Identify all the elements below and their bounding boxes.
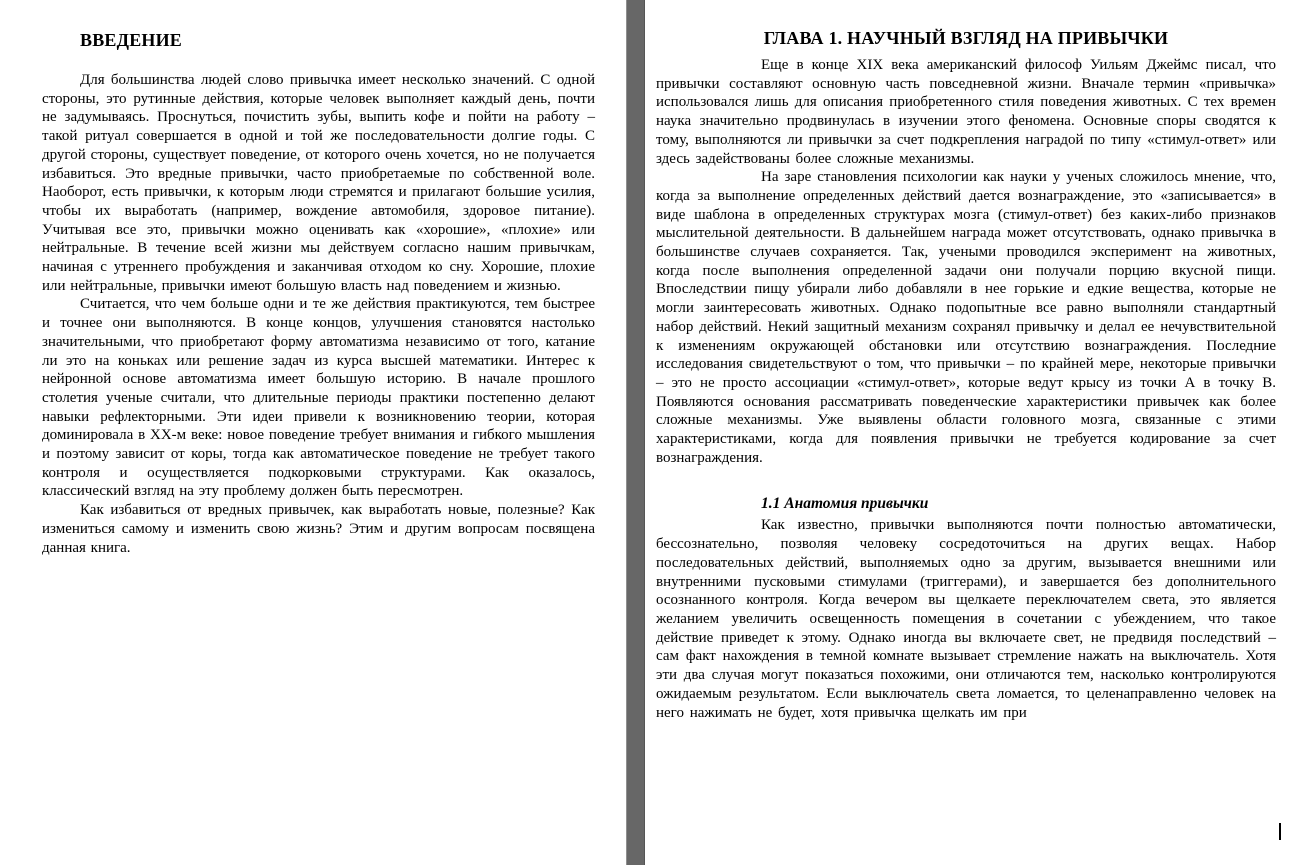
right-paragraph-2: На заре становления психологии как науки у ученых сложилось мнение, что, когда за выполнение определенных действий дается вознаграждение, это «записывается» в виде шаблона в определенных структурах мозга (стимул-ответ) без каких-либо признаков мыслительной деятельности. В дальнейшем награда может отсутствовать, однако привычка в большинстве случаев сохраняется. Так, учеными проводился эксперимент на животных, когда после выполнения определенной задачи они получали порцию вкусной пищи. Впоследствии пищу убирали либо добавляли в нее горькие и едкие вещества, которые не могли заинтересовать животных. Однако подопытные все равно выполняли стандартный набор действий. Некий защитный механизм сохранял привычку и делал ее нечувствительной к изменениям окружающей обстановки или отсутствию вознаграждения. Последние исследования свидетельствуют о том, что привычки – по крайней мере, некоторые привычки – это не просто ассоциации «стимул-ответ», которые ведут крысу из точки А в точку В. Появляются основания рассматривать поведенческие характеристики привычек как более сложные механизмы. Уже выявлены области головного мозга, связанные с этими характеристиками, когда для появления привычки не требуется кодирование за счет вознаграждения.: [656, 169, 1276, 466]
page-divider: [626, 0, 645, 865]
page-right: [645, 0, 1300, 865]
right-paragraph-1: Еще в конце XIX века американский философ Уильям Джеймс писал, что привычки составляют основную часть повседневной жизни. Вначале термин «привычка» использовался лишь для описания приобретенного стиля поведения животных. С тех времен наука значительно продвинулась в изучении этого феномена. Основные споры сводятся к тому, выполняются ли привычки за счет подкрепления наградой по типу «стимул-ответ» или здесь задействованы более сложные механизмы.: [656, 57, 1276, 167]
right-page-title: ГЛАВА 1. НАУЧНЫЙ ВЗГЛЯД НА ПРИВЫЧКИ: [763, 28, 1169, 48]
left-paragraph-2: Считается, что чем больше одни и те же действия практикуются, тем быстрее и точнее они выполняются. В конце концов, улучшения становятся настолько значительными, что приобретают форму автоматизма независимо от того, катание ли это на коньках или решение задач из курса высшей математики. Интерес к нейронной основе автоматизма имеет большую историю. В начале прошлого столетия ученые считали, что длительные периоды практики постепенно делают навыки рефлекторными. Эти идеи привели к возникновению теории, которая доминировала в XX-м веке: новое поведение требует внимания и гибкого мышления и поэтому зависит от коры, тогда как автоматическое поведение не требует такого контроля и осуществляется подкорковыми структурами. Как оказалось, классический взгляд на эту проблему должен быть пересмотрен.: [42, 296, 595, 500]
left-paragraph-1: Для большинства людей слово привычка имеет несколько значений. С одной стороны, это рутинные действия, которые человек выполняет каждый день, почти не задумываясь. Проснуться, почистить зубы, выпить кофе и пойти на работу – такой ритуал совершается в одной и той же последовательности долгие годы. С другой стороны, существует поведение, от которого очень хочется, но не получается избавиться. Это вредные привычки, часто приобретаемые по собственной воле. Наоборот, есть привычки, к которым люди стремятся и прилагают большие усилия, чтобы их выработать (например, вождение автомобиля, здоровое питание). Учитывая все это, привычки можно оценивать как «хорошие», «плохие» или нейтральные. В течение всей жизни мы действуем согласно нашим привычкам, начиная с утреннего пробуждения и заканчивая отходом ко сну. Хорошие, плохие или нейтральные, привычки имеют большую власть над поведением и жизнью.: [42, 72, 595, 294]
left-paragraph-3: Как избавиться от вредных привычек, как выработать новые, полезные? Как измениться самому и изменить свою жизнь? Этим и другим вопросам посвящена данная книга.: [42, 502, 595, 556]
right-page-content: [656, 28, 1276, 722]
page-left: [0, 0, 626, 865]
section-paragraph-1: Как известно, привычки выполняются почти полностью автоматически, бессознательно, позволяя человеку сосредоточиться на других вещах. Набор последовательных действий, выполняемых одно за другим, вызывается внешними или внутренними пусковыми стимулами (триггерами), и завершается без дополнительного осознанного контроля. Когда вечером вы щелкаете переключателем света, это является желанием увеличить освещенность помещения в сочетании с убеждением, что такое действие приведет к этому. Однако иногда вы включаете свет, не предвидя последствий – сам факт нахождения в темной комнате вызывает стремление нажать на выключатель. Хотя эти два случая могут показаться похожими, они отличаются тем, насколько контролируются ожидаемым результатом. Если выключатель света ломается, то целенаправленно человек на него нажимать не будет, хотя привычка щелкать им при: [656, 517, 1276, 721]
left-page-title: ВВЕДЕНИЕ: [80, 30, 183, 50]
section-heading-1-1: 1.1 Анатомия привычки: [761, 495, 929, 513]
text-cursor: [1279, 823, 1281, 840]
